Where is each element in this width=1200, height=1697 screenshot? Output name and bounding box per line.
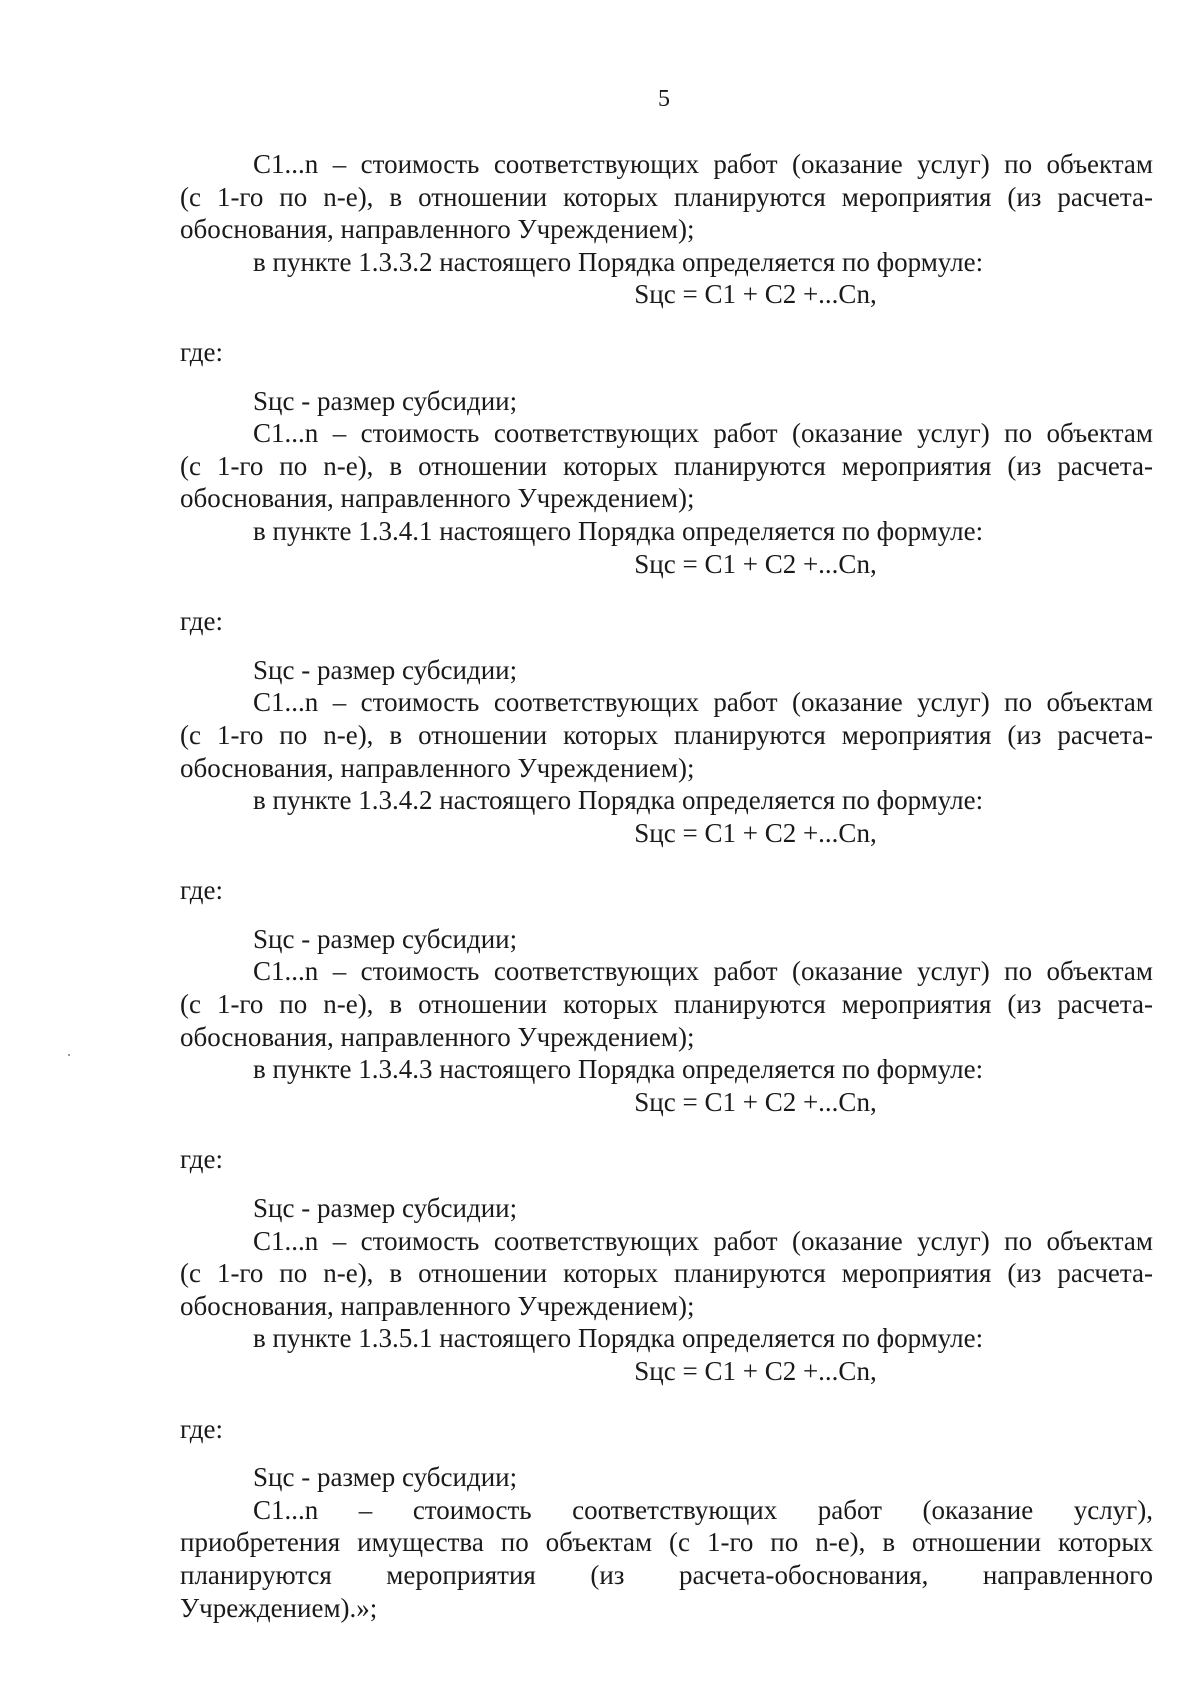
- cost-definition-line: C1...n – стоимость соответствующих работ (оказание услуг),: [253, 1494, 1153, 1525]
- where-label: где:: [180, 1413, 223, 1444]
- subsidy-formula: Sцс = C1 + C2 +...Cn,: [634, 548, 877, 579]
- cost-definition-line: (с 1-го по n-е), в отношении которых планируются мероприятия (из расчета-: [180, 1258, 1153, 1289]
- clause-block: [180, 148, 1153, 369]
- where-label: где:: [180, 336, 223, 367]
- clause-block: [180, 654, 1153, 907]
- subsidy-size-definition: Sцс - размер субсидии;: [253, 385, 518, 416]
- clause-reference: в пункте 1.3.4.1 настоящего Порядка определяется по формуле:: [253, 515, 984, 546]
- closing-line: Учреждением).»;: [180, 1592, 378, 1623]
- cost-definition-line: обоснования, направленного Учреждением);: [180, 1021, 695, 1052]
- subsidy-formula: Sцс = C1 + C2 +...Cn,: [634, 1086, 877, 1117]
- clause-block: [180, 923, 1153, 1176]
- clause-reference: в пункте 1.3.3.2 настоящего Порядка определяется по формуле:: [253, 246, 984, 277]
- cost-definition-line: планируются мероприятия (из расчета-обоснования, направленного: [180, 1559, 1153, 1590]
- subsidy-formula: Sцс = C1 + C2 +...Cn,: [634, 817, 877, 848]
- clause-reference: в пункте 1.3.4.3 настоящего Порядка определяется по формуле:: [253, 1054, 984, 1085]
- subsidy-formula: Sцс = C1 + C2 +...Cn,: [634, 279, 877, 310]
- cost-definition-line: обоснования, направленного Учреждением);: [180, 214, 695, 245]
- cost-definition-line: (с 1-го по n-е), в отношении которых планируются мероприятия (из расчета-: [180, 719, 1153, 750]
- final-block: [180, 1461, 1153, 1624]
- where-label: где:: [180, 875, 223, 906]
- subsidy-size-definition: Sцс - размер субсидии;: [253, 654, 518, 685]
- where-label: где:: [180, 606, 223, 637]
- cost-definition-line: C1...n – стоимость соответствующих работ (оказание услуг) по объектам: [253, 1225, 1153, 1256]
- cost-definition-line: C1...n – стоимость соответствующих работ (оказание услуг) по объектам: [253, 418, 1153, 449]
- scan-speck: [68, 1054, 70, 1056]
- clause-reference: в пункте 1.3.4.2 настоящего Порядка определяется по формуле:: [253, 785, 984, 816]
- subsidy-formula: Sцс = C1 + C2 +...Cn,: [634, 1356, 877, 1386]
- cost-definition-line: C1...n – стоимость соответствующих работ (оказание услуг) по объектам: [253, 956, 1153, 987]
- clause-block: [180, 385, 1153, 638]
- document-body: [180, 148, 1153, 1624]
- cost-definition-line: обоснования, направленного Учреждением);: [180, 752, 695, 783]
- cost-definition-line: обоснования, направленного Учреждением);: [180, 483, 695, 514]
- where-label: где:: [180, 1144, 223, 1175]
- subsidy-size-definition: Sцс - размер субсидии;: [253, 1193, 518, 1224]
- cost-definition-line: приобретения имущества по объектам (с 1-го по n-е), в отношении которых: [180, 1527, 1153, 1558]
- cost-definition-line: C1...n – стоимость соответствующих работ (оказание услуг) по объектам: [253, 149, 1153, 179]
- page-number: 5: [658, 86, 670, 112]
- cost-definition-line: (с 1-го по n-е), в отношении которых планируются мероприятия (из расчета-: [180, 450, 1153, 481]
- cost-definition-line: C1...n – стоимость соответствующих работ (оказание услуг) по объектам: [253, 687, 1153, 718]
- cost-definition-line: (с 1-го по n-е), в отношении которых планируются мероприятия (из расчета-: [180, 989, 1153, 1020]
- cost-definition-line: (с 1-го по n-е), в отношении которых планируются мероприятия (из расчета-: [180, 181, 1153, 212]
- clause-block: [180, 1192, 1153, 1445]
- subsidy-size-definition: Sцс - размер субсидии;: [253, 923, 518, 954]
- clause-reference: в пункте 1.3.5.1 настоящего Порядка определяется по формуле:: [253, 1323, 984, 1354]
- subsidy-size-definition: Sцс - размер субсидии;: [253, 1462, 518, 1493]
- cost-definition-line: обоснования, направленного Учреждением);: [180, 1290, 695, 1321]
